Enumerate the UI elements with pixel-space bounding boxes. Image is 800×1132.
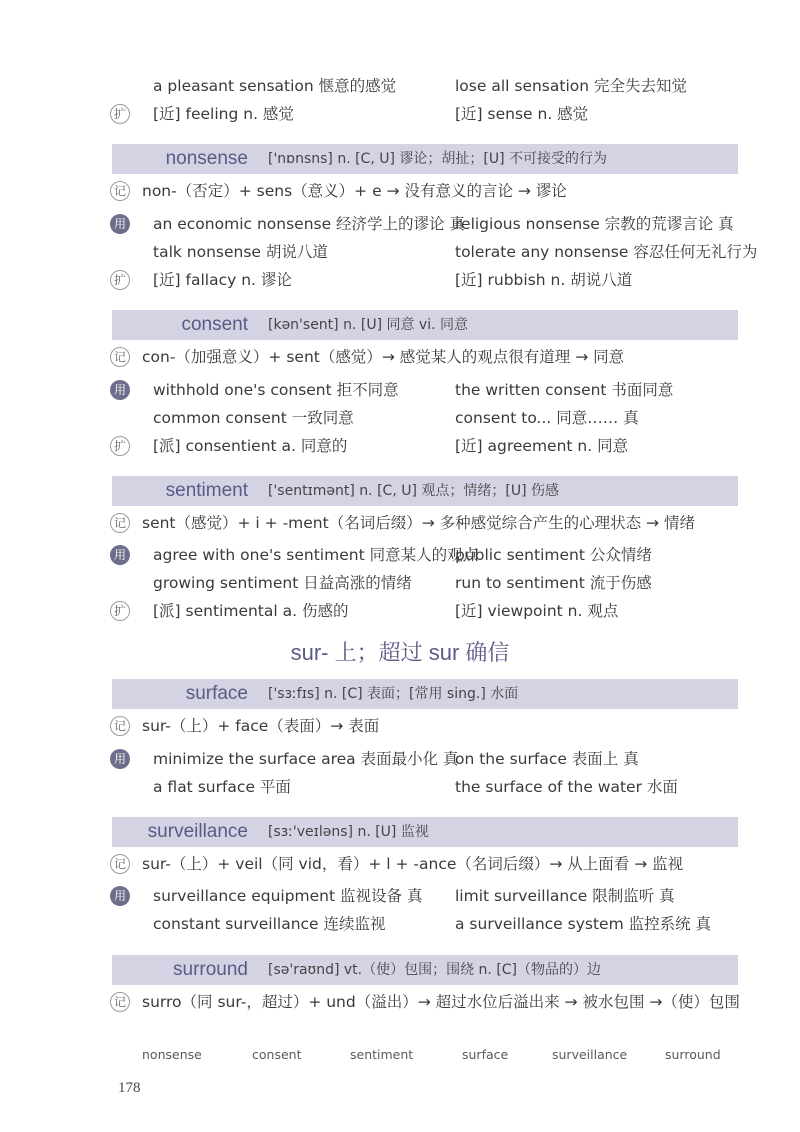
memory-row [0,712,800,740]
memory-text: con-（加强意义）+ sent（感觉）→ 感觉某人的观点很有道理 → 同意 [142,348,625,366]
headword: surveillance [147,821,248,842]
definition: [kən'sent] n. [U] 同意 vi. 同意 [268,317,469,333]
usage-item: on the surface 表面上 真 [455,750,639,768]
definition: ['nɒnsns] n. [C, U] 谬论；胡扯；[U] 不可接受的行为 [268,151,608,167]
usage-item: talk nonsense 胡说八道 [153,243,328,261]
phrase: a pleasant sensation 惬意的感觉 [153,77,397,95]
entry-header [112,817,738,847]
extend-item: [近] agreement n. 同意 [455,437,629,455]
section-title: sur- 上；超过 sur 确信 [290,640,510,665]
usage-row [0,210,800,238]
phrase: lose all sensation 完全失去知觉 [455,77,687,95]
usage-item: growing sentiment 日益高涨的情绪 [153,574,412,592]
footer-word: sentiment [350,1047,414,1062]
usage-icon: 用 [110,749,130,769]
memory-icon: 记 [110,347,130,367]
headword: nonsense [165,148,248,169]
extend-item: [近] feeling n. 感觉 [153,105,294,123]
extend-item: [近] fallacy n. 谬论 [153,271,292,289]
extend-item: [派] sentimental a. 伤感的 [153,602,349,620]
memory-row [0,343,800,371]
extend-row [0,100,800,128]
memory-row [0,509,800,537]
entry-header [112,679,738,709]
usage-icon: 用 [110,886,130,906]
extend-item: [近] sense n. 感觉 [455,105,589,123]
memory-text: sur-（上）+ face（表面）→ 表面 [142,717,380,735]
memory-icon: 记 [110,992,130,1012]
entry-header [112,955,738,985]
entry-header [112,310,738,340]
extend-row [0,597,800,625]
usage-row [0,745,800,773]
memory-icon: 记 [110,181,130,201]
extend-icon: 扩 [110,270,130,290]
footer-word: surveillance [552,1047,628,1062]
memory-text: sent（感觉）+ i + -ment（名词后缀）→ 多种感觉综合产生的心理状态 → 情绪 [142,514,695,532]
usage-item: withhold one's consent 拒不同意 [153,381,399,399]
headword: consent [181,314,248,335]
usage-row [0,882,800,910]
footer-word-strip [0,1044,800,1066]
memory-row [0,850,800,878]
usage-row [0,238,800,266]
definition: [sɜː'veɪləns] n. [U] 监视 [268,824,429,840]
memory-text: surro（同 sur-，超过）+ und（溢出）→ 超过水位后溢出来 → 被水包围 →（使）包围 [142,993,740,1011]
memory-icon: 记 [110,513,130,533]
entry-header [112,476,738,506]
usage-row [0,773,800,801]
extend-icon: 扩 [110,601,130,621]
usage-icon: 用 [110,214,130,234]
usage-row [0,376,800,404]
usage-item: agree with one's sentiment 同意某人的观点 [153,546,479,564]
headword: surface [185,683,248,704]
extend-icon: 扩 [110,436,130,456]
usage-item: surveillance equipment 监视设备 真 [153,887,423,905]
usage-item: a flat surface 平面 [153,778,291,796]
definition: [sə'raʊnd] vt.（使）包围；围绕 n. [C]（物品的）边 [268,962,602,978]
memory-icon: 记 [110,854,130,874]
usage-item: public sentiment 公众情绪 [455,546,652,564]
extend-icon: 扩 [110,104,130,124]
usage-item: minimize the surface area 表面最小化 真 [153,750,459,768]
page-number: 178 [118,1080,141,1096]
usage-row [0,569,800,597]
usage-item: tolerate any nonsense 容忍任何无礼行为 [455,243,758,261]
usage-item: common consent 一致同意 [153,409,354,427]
memory-text: non-（否定）+ sens（意义）+ e → 没有意义的言论 → 谬论 [142,182,567,200]
usage-row [0,910,800,938]
memory-row [0,988,800,1016]
usage-row [0,541,800,569]
phrase-row [0,72,800,100]
usage-item: the written consent 书面同意 [455,381,674,399]
usage-item: run to sentiment 流于伤感 [455,574,652,592]
extend-item: [近] viewpoint n. 观点 [455,602,619,620]
usage-icon: 用 [110,380,130,400]
footer-word: surround [665,1047,721,1062]
definition: ['sentɪmənt] n. [C, U] 观点；情绪；[U] 伤感 [268,483,559,499]
footer-word: consent [252,1047,302,1062]
usage-item: limit surveillance 限制监听 真 [455,887,675,905]
entry-header [112,144,738,174]
extend-item: [派] consentient a. 同意的 [153,437,348,455]
definition: ['sɜːfɪs] n. [C] 表面；[常用 sing.] 水面 [268,686,519,702]
extend-item: [近] rubbish n. 胡说八道 [455,271,633,289]
footer-word: surface [462,1047,509,1062]
headword: sentiment [165,480,248,501]
usage-icon: 用 [110,545,130,565]
usage-item: constant surveillance 连续监视 [153,915,386,933]
usage-item: a surveillance system 监控系统 真 [455,915,712,933]
usage-row [0,404,800,432]
usage-item: consent to... 同意…… 真 [455,409,639,427]
usage-item: the surface of the water 水面 [455,778,678,796]
usage-item: an economic nonsense 经济学上的谬论 真 [153,215,465,233]
memory-text: sur-（上）+ veil（同 vid，看）+ l + -ance（名词后缀）→ 从上面看 → 监视 [142,855,684,873]
memory-row [0,177,800,205]
headword: surround [173,959,248,980]
extend-row [0,432,800,460]
footer-word: nonsense [142,1047,202,1062]
memory-icon: 记 [110,716,130,736]
usage-item: religious nonsense 宗教的荒谬言论 真 [455,215,734,233]
extend-row [0,266,800,294]
